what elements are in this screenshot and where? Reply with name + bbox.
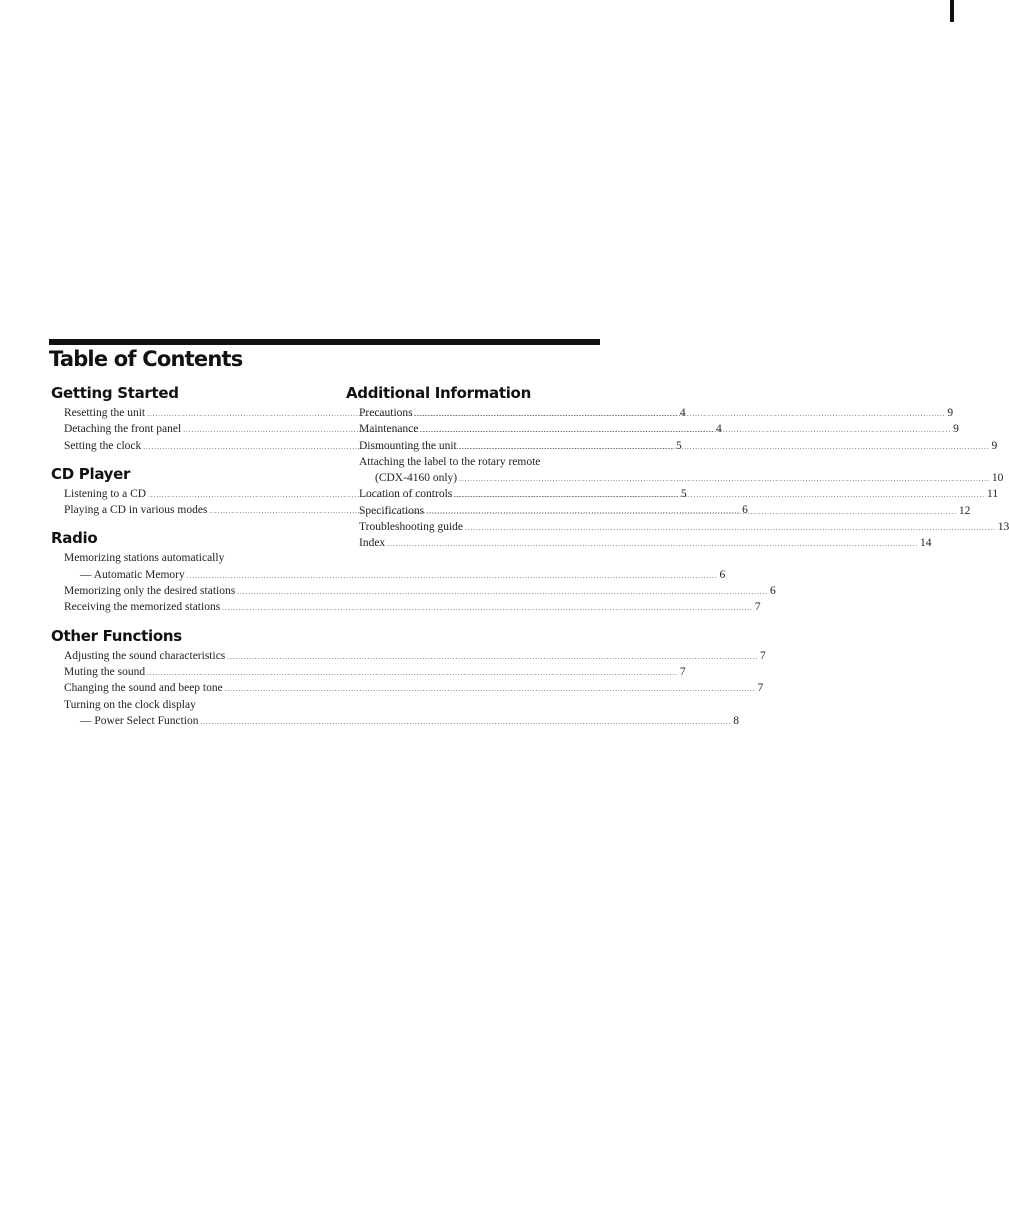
page-number: 13 bbox=[997, 521, 1009, 534]
toc-entry-label: (CDX-4160 only) bbox=[375, 472, 458, 485]
toc-entry-line bbox=[359, 405, 954, 421]
dot-leader bbox=[201, 714, 732, 730]
page-number: 8 bbox=[733, 714, 739, 727]
page-number: 7 bbox=[754, 601, 761, 614]
page-number: 12 bbox=[958, 504, 971, 517]
toc-entry-line bbox=[64, 583, 776, 599]
toc-entry[interactable] bbox=[346, 503, 971, 519]
toc-entry[interactable] bbox=[346, 438, 998, 454]
page-number: 9 bbox=[953, 423, 959, 436]
dot-leader bbox=[227, 649, 758, 665]
dot-leader bbox=[426, 504, 957, 520]
toc-entry[interactable] bbox=[346, 405, 954, 421]
section-title: Additional Information bbox=[346, 384, 531, 402]
dot-leader bbox=[454, 487, 985, 503]
toc-entry-line bbox=[64, 550, 309, 566]
dot-leader bbox=[415, 406, 946, 422]
toc-section bbox=[51, 626, 766, 729]
toc-entry-label: Specifications bbox=[359, 504, 425, 517]
toc-entry[interactable] bbox=[346, 486, 999, 502]
dot-leader bbox=[465, 520, 996, 536]
dot-leader bbox=[387, 536, 918, 552]
page-number: 7 bbox=[760, 649, 766, 662]
page-number: 4 bbox=[679, 407, 686, 419]
toc-entry-line bbox=[359, 486, 999, 502]
dot-leader bbox=[459, 471, 990, 487]
toc-entry[interactable] bbox=[51, 648, 766, 664]
page-number: 14 bbox=[919, 537, 932, 550]
toc-entry[interactable] bbox=[51, 664, 686, 680]
toc-entry-label: Memorizing stations automatically bbox=[64, 552, 225, 565]
dot-leader bbox=[222, 600, 753, 616]
toc-entry[interactable] bbox=[51, 697, 739, 730]
page-number: 4 bbox=[715, 423, 722, 436]
page-number: 5 bbox=[676, 439, 682, 452]
toc-entry-line bbox=[64, 599, 761, 615]
section-title: CD Player bbox=[51, 464, 131, 483]
page-number: 6 bbox=[719, 568, 726, 581]
toc-entry-label: Dismounting the unit bbox=[359, 439, 457, 452]
toc-entry-label: Attaching the label to the rotary remote bbox=[359, 455, 541, 468]
toc-entry[interactable] bbox=[346, 421, 959, 437]
toc-entry-label: Index bbox=[359, 537, 386, 550]
dot-leader bbox=[225, 681, 756, 697]
toc-section bbox=[346, 383, 1009, 552]
toc-entry-line bbox=[64, 664, 686, 680]
toc-entry-label: Setting the clock bbox=[64, 439, 142, 452]
toc-entry-line bbox=[359, 470, 1004, 486]
toc-entry-line bbox=[359, 438, 998, 454]
toc-entry-line bbox=[359, 535, 932, 551]
toc-entry-label: Turning on the clock display bbox=[64, 698, 196, 711]
toc-entry[interactable] bbox=[51, 599, 761, 615]
section-title: Other Functions bbox=[51, 626, 182, 645]
toc-entry-label: Listening to a CD bbox=[64, 487, 147, 500]
toc-entry-label: — Automatic Memory bbox=[80, 568, 185, 581]
section-title: Radio bbox=[51, 529, 98, 548]
toc-entry-line bbox=[359, 503, 971, 519]
page-edge-mark bbox=[950, 0, 954, 22]
toc-entry-label: Precautions bbox=[359, 407, 413, 419]
toc-entry-line bbox=[64, 713, 739, 729]
toc-entry-label: Muting the sound bbox=[64, 665, 146, 678]
dot-leader bbox=[420, 422, 951, 438]
toc-entry-line bbox=[64, 680, 764, 696]
dot-leader bbox=[187, 568, 718, 584]
toc-entry[interactable] bbox=[346, 454, 1004, 487]
dot-leader bbox=[459, 439, 990, 455]
toc-column-right bbox=[346, 383, 1009, 562]
toc-entry-label: Changing the sound and beep tone bbox=[64, 682, 223, 695]
page-title: Table of Contents bbox=[49, 347, 243, 371]
toc-entry-label: Resetting the unit bbox=[64, 407, 146, 419]
dot-leader bbox=[237, 584, 768, 600]
toc-entry[interactable] bbox=[51, 680, 764, 696]
page-number: 7 bbox=[679, 665, 686, 678]
page-number: 7 bbox=[757, 682, 764, 695]
toc-entry-line bbox=[64, 648, 766, 664]
toc-entry-line bbox=[359, 454, 600, 470]
toc-entry-label: Maintenance bbox=[359, 423, 419, 436]
toc-entry-line bbox=[64, 697, 309, 713]
toc-entry-label: Adjusting the sound characteristics bbox=[64, 649, 226, 662]
page-number: 10 bbox=[991, 472, 1004, 485]
page-number: 9 bbox=[991, 439, 998, 452]
toc-entry[interactable] bbox=[346, 519, 1009, 535]
toc-entry[interactable] bbox=[51, 550, 726, 583]
toc-entry-line bbox=[359, 519, 1009, 535]
page-number: 6 bbox=[742, 504, 748, 517]
toc-entry-label: Memorizing only the desired stations bbox=[64, 585, 236, 598]
section-title: Getting Started bbox=[51, 384, 179, 402]
toc-entry-label: Receiving the memorized stations bbox=[64, 601, 221, 614]
toc-entry[interactable] bbox=[346, 535, 932, 551]
page-number: 11 bbox=[987, 488, 999, 501]
toc-entry-label: Playing a CD in various modes bbox=[64, 504, 208, 517]
page-number: 5 bbox=[680, 487, 687, 500]
page-number: 9 bbox=[947, 407, 954, 419]
header-rule bbox=[49, 339, 600, 345]
toc-entry-label: — Power Select Function bbox=[80, 714, 199, 727]
toc-entry-label: Detaching the front panel bbox=[64, 423, 182, 436]
page-number: 6 bbox=[769, 585, 776, 598]
toc-entry-label: Troubleshooting guide bbox=[359, 521, 464, 534]
toc-entry-line bbox=[64, 567, 726, 583]
toc-entry-label: Location of controls bbox=[359, 488, 453, 501]
dot-leader bbox=[147, 665, 678, 681]
toc-entry-line bbox=[359, 421, 959, 437]
toc-entry[interactable] bbox=[51, 583, 776, 599]
